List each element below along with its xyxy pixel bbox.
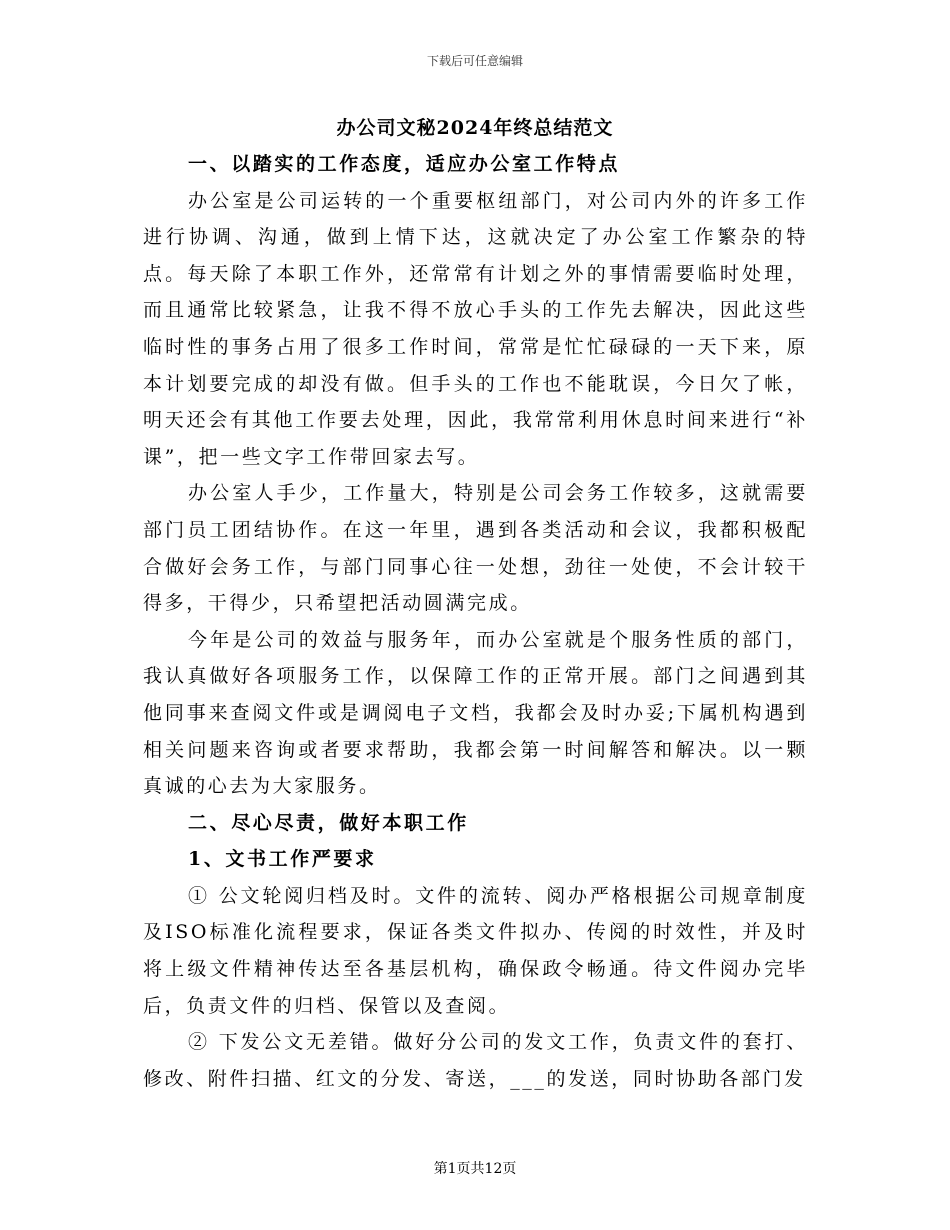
section-2-subheading: 1、文书工作严要求 (188, 848, 377, 871)
document-title: 办公司文秘2024年终总结范文 (336, 117, 614, 139)
section-1-paragraph-3: 今年是公司的效益与服务年，而办公室就是个服务性质的部门，我认真做好各项服务工作，以保障工作的正常开展。部门之间遇到其他同事来查阅文件或是调阅电子文档，我都会及时办妥;下属机构遇到相关问题来咨询或者要求帮助，我都会第一时间解答和解决。以一颗真诚的心去为大家服务。 (143, 628, 808, 798)
section-1-heading: 一、以踏实的工作态度，适应办公室工作特点 (188, 153, 621, 175)
document-body (143, 146, 808, 1097)
section-2-paragraph-1: ① 公文轮阅归档及时。文件的流转、阅办严格根据公司规章制度及ISO标准化流程要求，保证各类文件拟办、传阅的时效性，并及时将上级文件精神传达至各基层机构，确保政令畅通。待文件阅办完毕后，负责文件的归档、保管以及查阅。 (143, 884, 808, 1017)
page-header-note: 下载后可任意编辑 (426, 54, 523, 68)
section-2-heading: 二、尽心尽责，做好本职工作 (188, 811, 469, 834)
section-1-paragraph-1: 办公室是公司运转的一个重要枢纽部门，对公司内外的许多工作进行协调、沟通，做到上情下达，这就决定了办公室工作繁杂的特点。每天除了本职工作外，还常常有计划之外的事情需要临时处理，而且通常比较紧急，让我不得不放心手头的工作先去解决，因此这些临时性的事务占用了很多工作时间，常常是忙忙碌碌的一天下来，原本计划要完成的却没有做。但手头的工作也不能耽误，今日欠了帐，明天还会有其他工作要去处理，因此，我常常利用休息时间来进行“补课”，把一些文字工作带回家去写。 (143, 189, 808, 468)
page-number-footer: 第1页共12页 (433, 1161, 517, 1177)
section-1-paragraph-2: 办公室人手少，工作量大，特别是公司会务工作较多，这就需要部门员工团结协作。在这一年里，遇到各类活动和会议，我都积极配合做好会务工作，与部门同事心往一处想，劲往一处使，不会计较干得多，干得少，只希望把活动圆满完成。 (143, 482, 808, 615)
section-2-paragraph-2: ② 下发公文无差错。做好分公司的发文工作，负责文件的套打、修改、附件扫描、红文的分发、寄送，___的发送，同时协助各部门发 (143, 1031, 808, 1090)
